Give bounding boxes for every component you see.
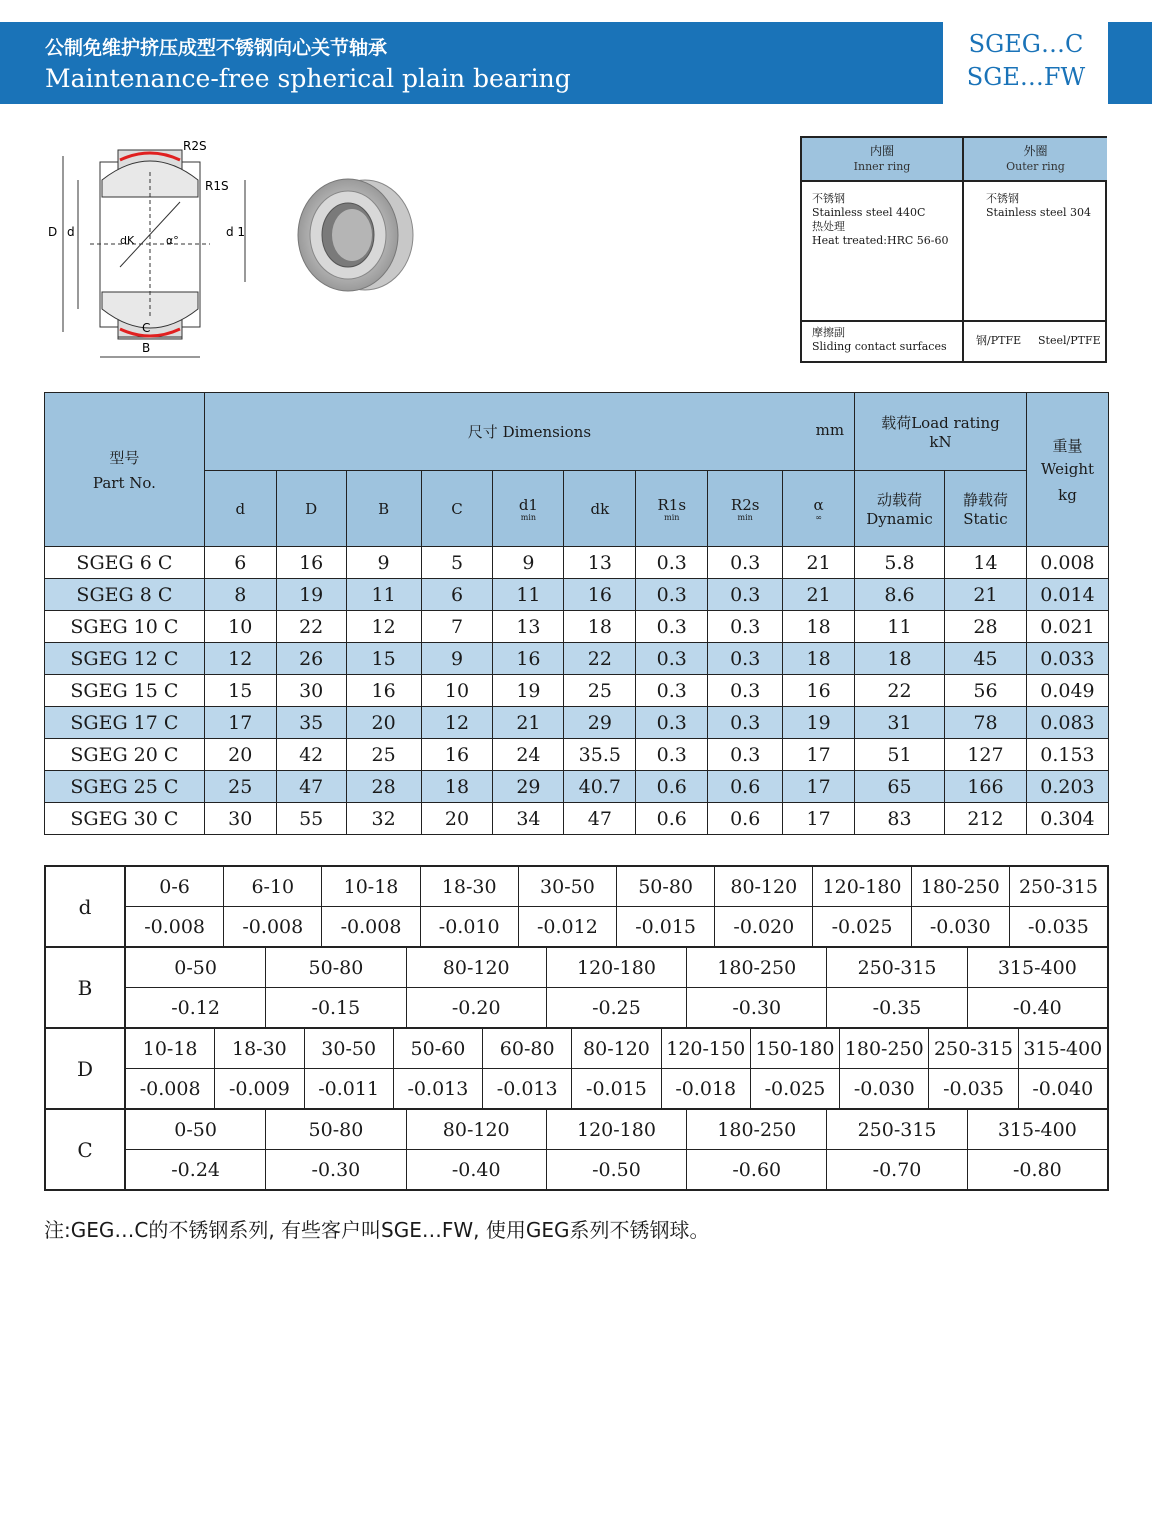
inner-ring-material [812,192,949,248]
weight-zh: 重量 [1052,437,1083,455]
range-cell: 0-6 [159,875,190,898]
table-cell: 20 [346,707,421,739]
table-cell: 212 [945,803,1027,835]
deviation-cell: -0.025 [812,907,910,946]
range-cell: 180-250 [839,1029,928,1068]
table-row [45,675,1109,707]
table-cell: 17 [783,803,855,835]
table-cell: 0.6 [708,803,783,835]
col-static [945,471,1027,547]
table-cell: 18 [783,643,855,675]
deviation-cell: -0.80 [967,1150,1107,1189]
deviation-cell: -0.008 [321,907,419,946]
table-cell: 0.3 [636,739,708,771]
table-cell: 25 [204,771,276,803]
sliding-label [812,326,947,354]
range-cell: 80-120 [406,1110,546,1149]
range-cell: 120-180 [812,867,910,906]
inner-material-line: Heat treated:HRC 56-60 [812,234,949,247]
col-alpha-label: α [813,495,824,514]
range-cell: 80-120 [571,1029,660,1068]
table-cell: 16 [276,547,346,579]
table-cell: 31 [855,707,945,739]
table-cell: 35 [276,707,346,739]
series-code-2: SGE…FW [966,63,1086,91]
table-cell: 78 [945,707,1027,739]
range-cell: 50-60 [393,1029,482,1068]
table-cell: 166 [945,771,1027,803]
tolerance-value-row [126,1149,1107,1189]
tolerance-range-row [126,1110,1107,1149]
dimensions-label: 尺寸 Dimensions [467,423,592,441]
min-label: min [737,512,753,522]
table-cell: 16 [346,675,421,707]
outer-ring-header [964,138,1107,182]
dynamic-en: Dynamic [866,510,933,528]
table-row [45,803,1109,835]
table-cell: 21 [493,707,564,739]
table-cell: 0.033 [1026,643,1108,675]
outer-material-line: Stainless steel 304 [986,206,1092,219]
deviation-cell: -0.40 [406,1150,546,1189]
label-d: d [67,225,75,239]
table-cell: 21 [783,547,855,579]
table-cell: 22 [564,643,636,675]
table-cell: 51 [855,739,945,771]
tolerance-range-row [126,948,1107,987]
table-cell: 12 [421,707,493,739]
table-cell: 26 [276,643,346,675]
table-cell: 19 [276,579,346,611]
table-cell: 10 [204,611,276,643]
part-no-header [45,393,205,547]
table-cell: 30 [276,675,346,707]
deviation-cell: -0.60 [686,1150,826,1189]
tolerance-block-D [46,1029,1107,1110]
sliding-value-en: Steel/PTFE [1038,334,1101,347]
deviation-cell: -0.008 [144,915,206,938]
col-B: B [346,471,421,547]
tolerance-value-row [126,906,1107,946]
deviation-cell: -0.012 [518,907,616,946]
col-d: d [204,471,276,547]
table-cell: 0.3 [708,707,783,739]
table-cell: 42 [276,739,346,771]
static-zh: 静载荷 [962,491,1008,509]
range-cell: 6-10 [223,867,321,906]
deviation-cell: -0.040 [1018,1069,1107,1108]
tolerance-label: D [46,1029,126,1108]
divider [962,138,964,363]
range-cell: 30-50 [304,1029,393,1068]
min-label: min [664,512,680,522]
table-cell: 0.6 [708,771,783,803]
table-cell: 0.304 [1026,803,1108,835]
table-cell: 0.3 [636,675,708,707]
title-english: Maintenance-free spherical plain bearing [45,64,571,93]
table-cell: 0.3 [636,579,708,611]
table-row [45,611,1109,643]
dimensions-table [44,392,1109,835]
table-cell: 29 [493,771,564,803]
part-no-zh: 型号 [109,449,140,467]
table-cell: 21 [783,579,855,611]
unit-kn: kN [929,433,952,451]
table-cell: 55 [276,803,346,835]
table-cell: 12 [346,611,421,643]
part-number-cell: SGEG 15 C [45,675,205,707]
tolerance-block-B [46,948,1107,1029]
table-cell: 0.3 [636,611,708,643]
table-cell: 13 [493,611,564,643]
table-cell: 34 [493,803,564,835]
table-cell: 17 [783,771,855,803]
table-row [45,739,1109,771]
table-cell: 47 [276,771,346,803]
table-row [45,547,1109,579]
label-D: D [48,225,58,239]
table-cell: 19 [783,707,855,739]
range-cell: 50-80 [265,948,405,987]
tolerance-table [44,865,1109,1191]
col-r2s [708,471,783,547]
materials-table [800,136,1107,363]
deviation-cell: -0.24 [171,1158,220,1181]
table-cell: 0.021 [1026,611,1108,643]
deviation-cell: -0.40 [967,988,1107,1027]
table-cell: 14 [945,547,1027,579]
divider [802,320,1107,322]
col-r1s-label: R1s [657,495,687,514]
table-cell: 8 [204,579,276,611]
sliding-en: Sliding contact surfaces [812,340,947,353]
tolerance-label: C [46,1110,126,1189]
series-codes [948,28,1104,94]
part-number-cell: SGEG 30 C [45,803,205,835]
deviation-cell: -0.011 [304,1069,393,1108]
table-cell: 28 [346,771,421,803]
table-row [45,579,1109,611]
table-cell: 5.8 [855,547,945,579]
sliding-value-zh: 钢/PTFE [976,334,1022,347]
table-cell: 0.203 [1026,771,1108,803]
table-cell: 18 [421,771,493,803]
table-cell: 15 [346,643,421,675]
label-r1s: R1S [205,179,229,193]
table-cell: 25 [346,739,421,771]
deviation-cell: -0.018 [661,1069,750,1108]
deviation-cell: -0.030 [911,907,1009,946]
part-number-cell: SGEG 6 C [45,547,205,579]
range-cell: 120-180 [546,948,686,987]
table-cell: 5 [421,547,493,579]
deviation-cell: -0.010 [420,907,518,946]
table-cell: 11 [346,579,421,611]
table-cell: 15 [204,675,276,707]
table-cell: 0.083 [1026,707,1108,739]
table-cell: 12 [204,643,276,675]
part-no-en: Part No. [92,474,156,492]
table-cell: 18 [564,611,636,643]
side-tab [1108,22,1152,104]
inner-ring-en: Inner ring [853,160,911,173]
table-cell: 127 [945,739,1027,771]
inner-material-line: 热处理 [812,220,845,233]
tolerance-label: d [46,867,126,946]
range-cell: 315-400 [967,948,1107,987]
label-d1: d 1 [226,225,246,239]
footnote: 注:GEG…C的不锈钢系列, 有些客户叫SGE…FW, 使用GEG系列不锈钢球。 [44,1218,710,1242]
range-cell: 80-120 [406,948,546,987]
range-cell: 120-150 [661,1029,750,1068]
table-cell: 6 [421,579,493,611]
deviation-cell: -0.50 [546,1150,686,1189]
table-cell: 18 [855,643,945,675]
table-cell: 17 [783,739,855,771]
col-d1 [493,471,564,547]
weight-header [1026,393,1108,547]
range-cell: 0-50 [174,956,217,979]
table-cell: 0.6 [636,771,708,803]
deviation-cell: -0.013 [393,1069,482,1108]
deviation-cell: -0.12 [171,996,220,1019]
inner-material-line: Stainless steel 440C [812,206,926,219]
range-cell: 80-120 [714,867,812,906]
part-number-cell: SGEG 25 C [45,771,205,803]
deviation-cell: -0.30 [686,988,826,1027]
range-cell: 315-400 [967,1110,1107,1149]
table-cell: 0.6 [636,803,708,835]
table-cell: 20 [421,803,493,835]
table-cell: 45 [945,643,1027,675]
table-cell: 22 [855,675,945,707]
range-cell: 180-250 [686,1110,826,1149]
deviation-cell: -0.035 [1009,907,1107,946]
outer-material-line: 不锈钢 [986,192,1019,205]
deviation-cell: -0.008 [223,907,321,946]
label-C: C [142,321,151,335]
table-cell: 56 [945,675,1027,707]
deviation-cell: -0.025 [750,1069,839,1108]
tolerance-block-C [46,1110,1107,1189]
table-cell: 16 [421,739,493,771]
range-cell: 18-30 [214,1029,303,1068]
table-row [45,707,1109,739]
table-cell: 7 [421,611,493,643]
part-number-cell: SGEG 10 C [45,611,205,643]
range-cell: 180-250 [686,948,826,987]
deviation-cell: -0.015 [571,1069,660,1108]
range-cell: 30-50 [518,867,616,906]
table-cell: 0.3 [708,547,783,579]
title-chinese: 公制免维护挤压成型不锈钢向心关节轴承 [45,37,388,59]
tolerance-value-row [126,987,1107,1027]
deviation-cell: -0.15 [265,988,405,1027]
table-cell: 9 [346,547,421,579]
table-row [45,643,1109,675]
part-number-cell: SGEG 8 C [45,579,205,611]
unit-kg: kg [1058,486,1077,504]
range-cell: 18-30 [420,867,518,906]
table-cell: 65 [855,771,945,803]
table-cell: 32 [346,803,421,835]
deviation-cell: -0.20 [406,988,546,1027]
label-dk: dK [120,234,135,247]
label-B: B [142,341,151,355]
bearing-photo [290,170,420,300]
table-cell: 0.014 [1026,579,1108,611]
table-cell: 22 [276,611,346,643]
divider [802,180,1107,182]
table-cell: 11 [493,579,564,611]
load-rating-header [855,393,1027,471]
range-cell: 250-315 [1009,867,1107,906]
table-cell: 0.3 [636,643,708,675]
inner-ring-header [802,138,962,182]
table-cell: 29 [564,707,636,739]
label-alpha: α° [166,234,179,247]
table-cell: 13 [564,547,636,579]
degree-label: ∞ [815,512,822,522]
bearing-cross-section-diagram [40,132,270,367]
range-cell: 50-80 [265,1110,405,1149]
table-cell: 35.5 [564,739,636,771]
table-cell: 24 [493,739,564,771]
part-number-cell: SGEG 17 C [45,707,205,739]
range-cell: 315-400 [1018,1029,1107,1068]
static-en: Static [963,510,1008,528]
outer-ring-en: Outer ring [1006,160,1065,173]
series-code-1: SGEG…C [968,30,1084,58]
table-cell: 0.153 [1026,739,1108,771]
range-cell: 120-180 [546,1110,686,1149]
table-cell: 0.3 [708,611,783,643]
tolerance-range-row [126,867,1107,906]
deviation-cell: -0.015 [616,907,714,946]
table-cell: 0.3 [708,579,783,611]
table-cell: 17 [204,707,276,739]
table-cell: 16 [564,579,636,611]
table-cell: 9 [421,643,493,675]
deviation-cell: -0.008 [139,1077,201,1100]
table-cell: 0.3 [708,739,783,771]
range-cell: 250-315 [826,1110,966,1149]
range-cell: 10-18 [321,867,419,906]
unit-mm: mm [815,421,845,439]
col-alpha [783,471,855,547]
tolerance-value-row [126,1068,1107,1108]
tolerance-range-row [126,1029,1107,1068]
tolerance-block-d [46,867,1107,948]
deviation-cell: -0.030 [839,1069,928,1108]
table-row [45,771,1109,803]
table-cell: 25 [564,675,636,707]
table-cell: 6 [204,547,276,579]
sliding-zh: 摩擦副 [812,326,845,339]
col-d1-label: d1 [518,495,538,514]
table-cell: 83 [855,803,945,835]
table-cell: 0.3 [708,675,783,707]
table-cell: 40.7 [564,771,636,803]
outer-ring-zh: 外圈 [1023,144,1048,158]
col-dynamic [855,471,945,547]
deviation-cell: -0.25 [546,988,686,1027]
col-r2s-label: R2s [730,495,760,514]
range-cell: 180-250 [911,867,1009,906]
table-cell: 16 [783,675,855,707]
range-cell: 60-80 [482,1029,571,1068]
header-banner [0,22,943,104]
deviation-cell: -0.70 [826,1150,966,1189]
table-cell: 47 [564,803,636,835]
table-cell: 0.3 [636,707,708,739]
deviation-cell: -0.009 [214,1069,303,1108]
label-r2s: R2S [183,139,207,153]
deviation-cell: -0.013 [482,1069,571,1108]
table-cell: 20 [204,739,276,771]
dimensions-header [204,393,854,471]
range-cell: 50-80 [616,867,714,906]
range-cell: 10-18 [142,1037,198,1060]
table-cell: 18 [783,611,855,643]
table-cell: 0.3 [636,547,708,579]
deviation-cell: -0.35 [826,988,966,1027]
inner-material-line: 不锈钢 [812,192,845,205]
dynamic-zh: 动载荷 [877,491,923,509]
table-cell: 19 [493,675,564,707]
table-cell: 21 [945,579,1027,611]
table-cell: 9 [493,547,564,579]
table-cell: 11 [855,611,945,643]
col-D: D [276,471,346,547]
table-cell: 30 [204,803,276,835]
outer-ring-material [986,192,1091,220]
table-cell: 0.3 [708,643,783,675]
table-cell: 10 [421,675,493,707]
min-label: min [520,512,537,522]
tolerance-label: B [46,948,126,1027]
range-cell: 250-315 [826,948,966,987]
deviation-cell: -0.035 [928,1069,1017,1108]
load-rating-label: 载荷Load rating [881,414,1000,432]
range-cell: 250-315 [928,1029,1017,1068]
part-number-cell: SGEG 20 C [45,739,205,771]
range-cell: 150-180 [750,1029,839,1068]
col-r1s [636,471,708,547]
table-cell: 28 [945,611,1027,643]
inner-ring-zh: 内圈 [869,144,894,158]
col-C: C [421,471,493,547]
table-cell: 8.6 [855,579,945,611]
table-cell: 16 [493,643,564,675]
table-cell: 0.008 [1026,547,1108,579]
range-cell: 0-50 [174,1118,217,1141]
deviation-cell: -0.020 [714,907,812,946]
col-dk: dk [564,471,636,547]
deviation-cell: -0.30 [265,1150,405,1189]
part-number-cell: SGEG 12 C [45,643,205,675]
table-cell: 0.049 [1026,675,1108,707]
weight-en: Weight [1040,460,1095,478]
